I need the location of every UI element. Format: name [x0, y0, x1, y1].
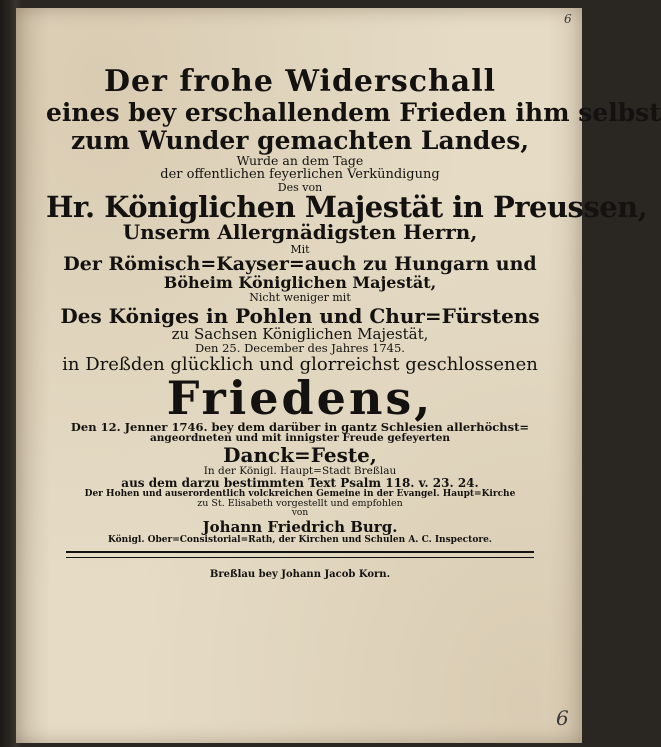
occasion-line: Wurde an dem Tage — [236, 153, 364, 168]
title-page-text — [46, 52, 661, 581]
feast-date-line-2: angeordneten und mit innigster Freude gefeyerten — [149, 432, 451, 445]
title-page — [16, 8, 661, 743]
place-line: In der Königl. Haupt=Stadt Breßlau — [203, 465, 397, 478]
connector-des-von: Des von — [277, 180, 323, 194]
psalm-line: aus dem darzu bestimmten Text Psalm 118. v. 23. 24. — [121, 476, 479, 491]
title-line-3: zum Wunder gemachten Landes, — [70, 125, 530, 155]
main-title: Der frohe Widerschall — [103, 64, 497, 99]
folio-mark: 6 — [556, 706, 569, 730]
prussian-majesty-line: Hr. Königlichen Majestät in Preussen, — [46, 190, 648, 225]
imperial-majesty-line: Der Römisch=Kayser=auch zu Hungarn und — [63, 253, 537, 276]
page-number-mark: 6 — [564, 12, 572, 26]
connector-von: von — [291, 508, 309, 519]
connector-nicht-weniger: Nicht weniger mit — [249, 291, 351, 305]
author-title: Königl. Ober=Consistorial=Rath, der Kirchen und Schulen A. C. Inspectore. — [108, 534, 492, 545]
congregation-line: Der Hohen und auserordentlich volckreichen Gemeine in der Evangel. Haupt=Kirche — [84, 488, 516, 499]
author-name: Johann Friedrich Burg. — [202, 517, 398, 536]
imprint-rule — [66, 551, 534, 558]
occasion-line-2: der offentlichen feyerlichen Verkündigung — [160, 167, 440, 183]
danck-feste-heading: Danck=Feste, — [223, 443, 377, 468]
sovereign-line: Unserm Allergnädigsten Herrn, — [122, 219, 478, 244]
saxony-line: zu Sachsen Königlichen Majestät, — [171, 324, 429, 343]
connector-mit: Mit — [290, 242, 310, 256]
title-line-2: eines bey erschallendem Frieden ihm selbst — [46, 97, 661, 127]
church-line: zu St. Elisabeth vorgestellt und empfohlen — [197, 498, 403, 510]
feast-date-line: Den 12. Jenner 1746. bey dem darüber in gantz Schlesien allerhöchst= — [70, 420, 530, 435]
imprint: Breßlau bey Johann Jacob Korn. — [209, 569, 391, 580]
treaty-date-line: Den 25. December des Jahres 1745. — [195, 341, 405, 356]
bohemia-line: Böheim Königlichen Majestät, — [163, 273, 437, 293]
friedens-heading: Friedens, — [166, 371, 434, 426]
dresden-line: in Dreßden glücklich und glorreichst geschlossenen — [62, 354, 538, 376]
polish-king-line: Des Königes in Pohlen und Chur=Fürstens — [60, 303, 540, 328]
